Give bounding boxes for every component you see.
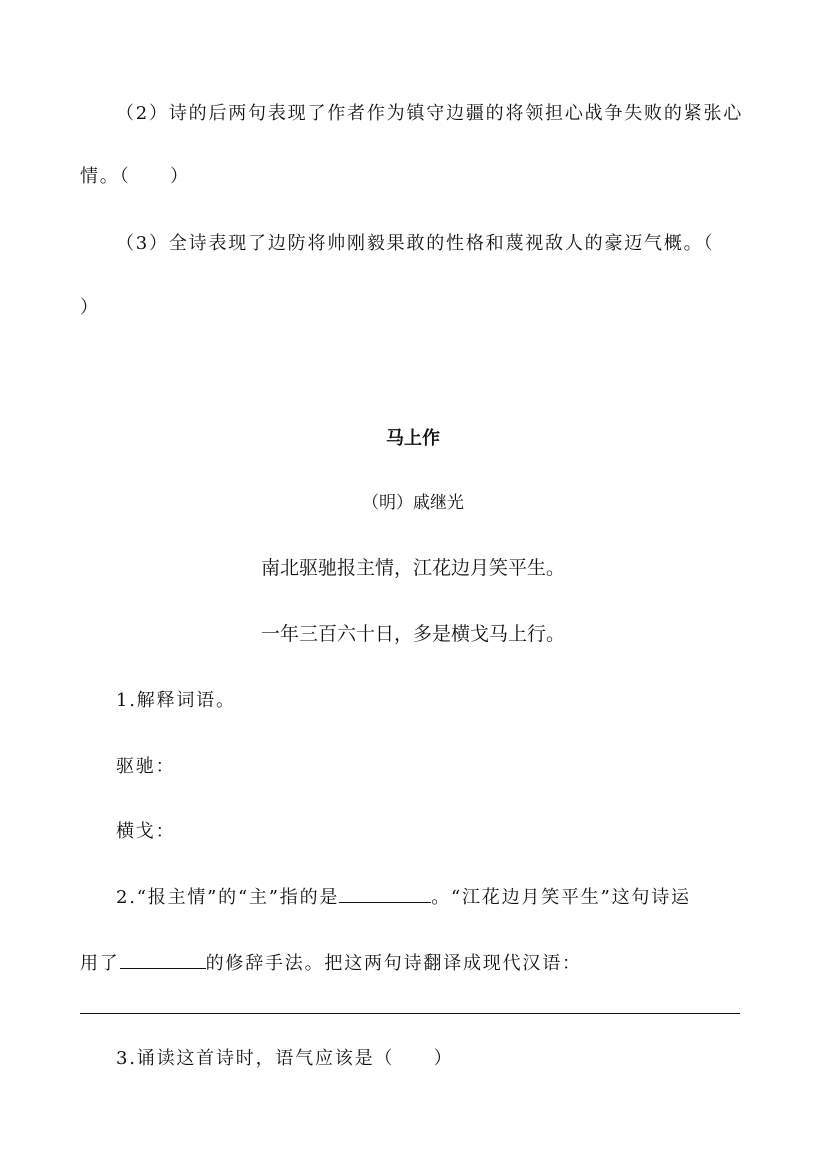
- question-2-line2: [80, 952, 582, 975]
- question-1-prompt: 1.解释词语。: [116, 690, 236, 711]
- q2-line1: （2）诗的后两句表现了作者作为镇守边疆的将领担心战争失败的紧张心: [116, 103, 744, 124]
- poem-line-2: 一年三百六十日，多是横戈马上行。: [260, 623, 565, 645]
- q3-line2: ）: [80, 297, 100, 318]
- question-1-item-1: 驱驰：: [116, 756, 176, 777]
- question-2-part4: 的修辞手法。把这两句诗翻译成现代汉语：: [205, 953, 582, 974]
- question-2-part3: 用了: [80, 953, 120, 974]
- question-1-item-2: 横戈：: [116, 821, 176, 842]
- answer-blank-2[interactable]: [120, 952, 206, 969]
- q3-line1: （3）全诗表现了边防将帅刚毅果敢的性格和蔑视敌人的豪迈气概。（: [116, 233, 715, 254]
- question-3-prompt: 3.诵读这首诗时，语气应该是（ ）: [116, 1048, 454, 1069]
- question-2-line1: [116, 886, 691, 909]
- question-2-part2: 。“江花边月笑平生”这句诗运: [431, 887, 691, 908]
- question-2-part1: 2.“报主情”的“主”指的是: [116, 887, 340, 908]
- answer-line[interactable]: [80, 1013, 740, 1014]
- poem-author: （明）戚继光: [362, 493, 464, 513]
- poem-line-1: 南北驱驰报主情，江花边月笑平生。: [260, 557, 565, 579]
- q2-line2: 情。（ ）: [80, 166, 190, 187]
- answer-blank-1[interactable]: [339, 886, 431, 903]
- poem-title: 马上作: [386, 428, 440, 449]
